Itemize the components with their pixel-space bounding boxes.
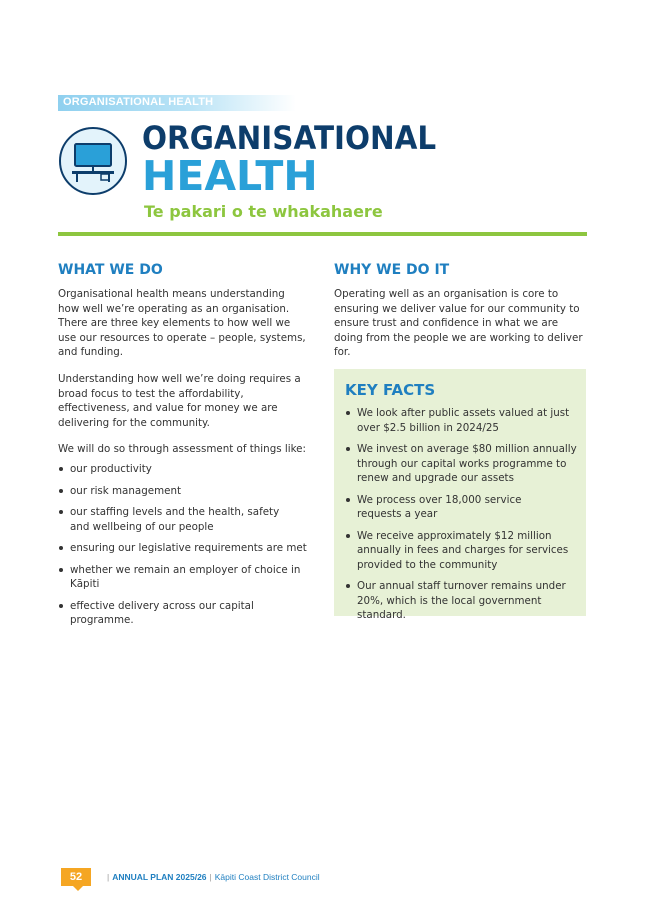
- page-subtitle: Te pakari o te whakahaere: [144, 202, 383, 221]
- footer-doc-title: ANNUAL PLAN 2025/26: [112, 872, 207, 882]
- list-item: Our annual staff turnover remains under 20%, which is the local government standard.: [345, 579, 577, 623]
- list-item: our productivity: [58, 462, 313, 477]
- list-item: our risk management: [58, 484, 313, 499]
- monitor-desk-icon: [58, 126, 128, 196]
- page-title-line2: HEALTH: [142, 152, 318, 200]
- what-we-do-para2: Understanding how well we’re doing requires a broad focus to test the affordability, effectiveness, and value for money we are delivering for the community.: [58, 373, 301, 429]
- list-item: effective delivery across our capital programme.: [58, 599, 313, 628]
- section-tab-label: ORGANISATIONAL HEALTH: [63, 96, 214, 108]
- what-we-do-para1: Organisational health means understanding how well we’re operating as an organisation. There are three key elements to how well we use our resources to operate – people, systems, and funding.: [58, 288, 306, 358]
- footer-text: | ANNUAL PLAN 2025/26 | Kāpiti Coast District Council: [107, 872, 320, 882]
- why-we-do-it-heading: WHY WE DO IT: [334, 262, 450, 278]
- key-facts-box: [334, 369, 586, 621]
- title-divider: [58, 232, 587, 236]
- section-tab: [58, 95, 296, 111]
- list-item: ensuring our legislative requirements are met: [58, 541, 313, 556]
- list-item: We receive approximately $12 million annually in fees and charges for services provided to the community: [345, 529, 577, 573]
- what-we-do-list: [58, 462, 313, 628]
- page-title-line1: ORGANISATIONAL: [142, 119, 437, 157]
- what-we-do-heading: WHAT WE DO: [58, 262, 163, 278]
- key-facts-heading: KEY FACTS: [345, 381, 436, 399]
- page-number-badge: 52: [61, 868, 91, 886]
- key-facts-list: [345, 406, 577, 623]
- list-item: whether we remain an employer of choice in Kāpiti: [58, 563, 313, 592]
- footer-org: Kāpiti Coast District Council: [214, 872, 320, 882]
- why-we-do-it-para: Operating well as an organisation is core to ensuring we deliver value for our community to ensure trust and confidence in what we are doing from the people we are working to deliver for.: [334, 288, 583, 358]
- list-item: We process over 18,000 service requests a year: [345, 493, 577, 522]
- what-we-do-para3: We will do so through assessment of things like:: [58, 443, 306, 455]
- list-item: our staffing levels and the health, safety and wellbeing of our people: [58, 505, 313, 534]
- list-item: We look after public assets valued at just over $2.5 billion in 2024/25: [345, 406, 577, 435]
- list-item: We invest on average $80 million annually through our capital works programme to renew and upgrade our assets: [345, 442, 577, 486]
